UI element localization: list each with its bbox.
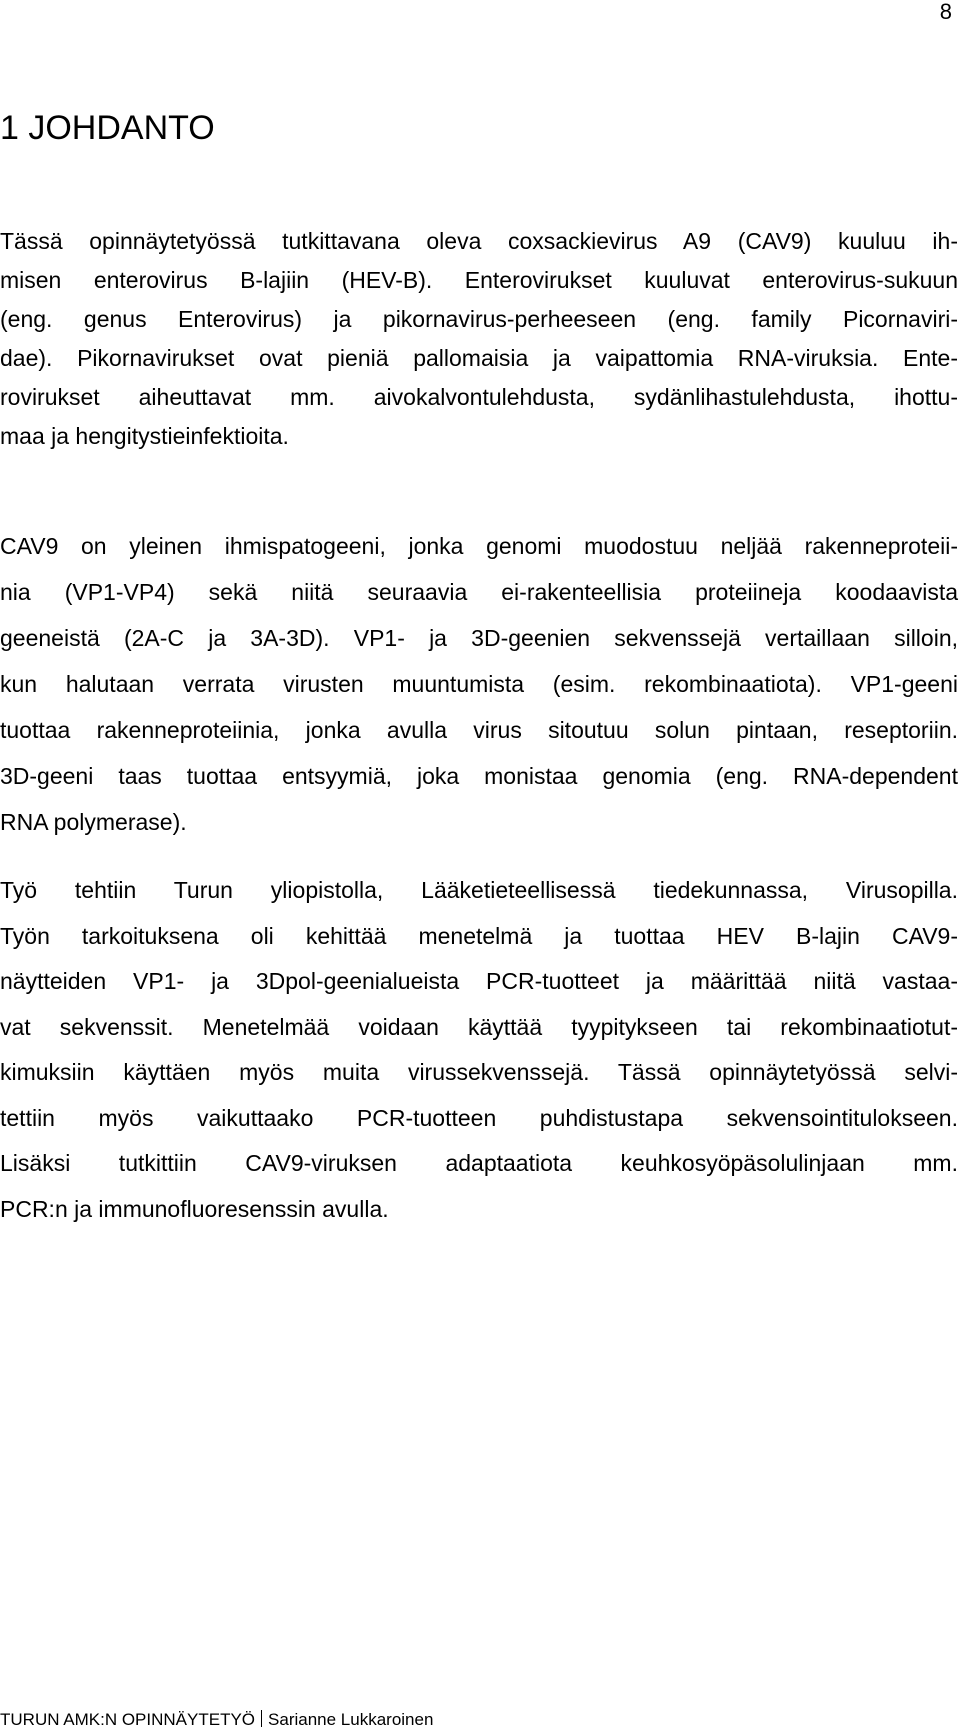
text-line: geeneistä (2A-C ja 3A-3D). VP1- ja 3D-geenien sekvenssejä vertaillaan silloin, [0,625,958,651]
text-line: Työn tarkoituksena oli kehittää menetelmä ja tuottaa HEV B-lajin CAV9- [0,922,958,949]
text-line: CAV9 on yleinen ihmispatogeeni, jonka genomi muodostuu neljää rakenneproteii- [0,533,958,559]
chapter-heading: 1 JOHDANTO [0,109,215,147]
text-line: (eng. genus Enterovirus) ja pikornavirus-perheeseen (eng. family Picornaviri- [0,306,958,332]
footer-separator [261,1710,262,1727]
text-line: vat sekvenssit. Menetelmää voidaan käyttää tyypitykseen tai rekombinaatiotut- [0,1013,958,1040]
text-line: maa ja hengitystieinfektioita. [0,423,289,449]
paragraph-cav9 [0,523,958,845]
text-line: 3D-geeni taas tuottaa entsyymiä, joka monistaa genomia (eng. RNA-dependent [0,763,958,789]
text-line: PCR:n ja immunofluoresenssin avulla. [0,1195,389,1222]
text-line: rovirukset aiheuttavat mm. aivokalvontulehdusta, sydänlihastulehdusta, ihottu- [0,384,958,410]
page-footer [0,1710,433,1730]
page-number: 8 [939,0,952,24]
text-line: nia (VP1-VP4) sekä niitä seuraavia ei-rakenteellisia proteiineja koodaavista [0,579,958,605]
text-line: RNA polymerase). [0,809,187,835]
text-line: Työ tehtiin Turun yliopistolla, Lääketieteellisessä tiedekunnassa, Virusopilla. [0,877,958,903]
text-line: Lisäksi tutkittiin CAV9-viruksen adaptaatiota keuhkosyöpäsolulinjaan mm. [0,1150,958,1176]
text-line: Tässä opinnäytetyössä tutkittavana oleva coxsackievirus A9 (CAV9) kuuluu ih- [0,228,958,254]
text-line: näytteiden VP1- ja 3Dpol-geenialueista PCR-tuotteet ja määrittää niitä vastaa- [0,968,958,994]
text-line: misen enterovirus B-lajiin (HEV-B). Enterovirukset kuuluvat enterovirus-sukuun [0,267,958,293]
footer-institution: TURUN AMK:N OPINNÄYTETYÖ [0,1710,256,1729]
text-line: tuottaa rakenneproteiinia, jonka avulla virus sitoutuu solun pintaan, reseptoriin. [0,717,958,743]
paragraph-intro [0,222,958,456]
text-line: kimuksiin käyttäen myös muita virussekvenssejä. Tässä opinnäytetyössä selvi- [0,1059,958,1085]
text-line: tettiin myös vaikuttaako PCR-tuotteen puhdistustapa sekvensointitulokseen. [0,1104,958,1131]
text-line: kun halutaan verrata virusten muuntumista (esim. rekombinaatiota). VP1-geeni [0,671,958,697]
footer-author: Sarianne Lukkaroinen [268,1710,434,1729]
text-line: dae). Pikornavirukset ovat pieniä pallomaisia ja vaipattomia RNA-viruksia. Ente- [0,345,958,371]
paragraph-work-description [0,868,958,1232]
